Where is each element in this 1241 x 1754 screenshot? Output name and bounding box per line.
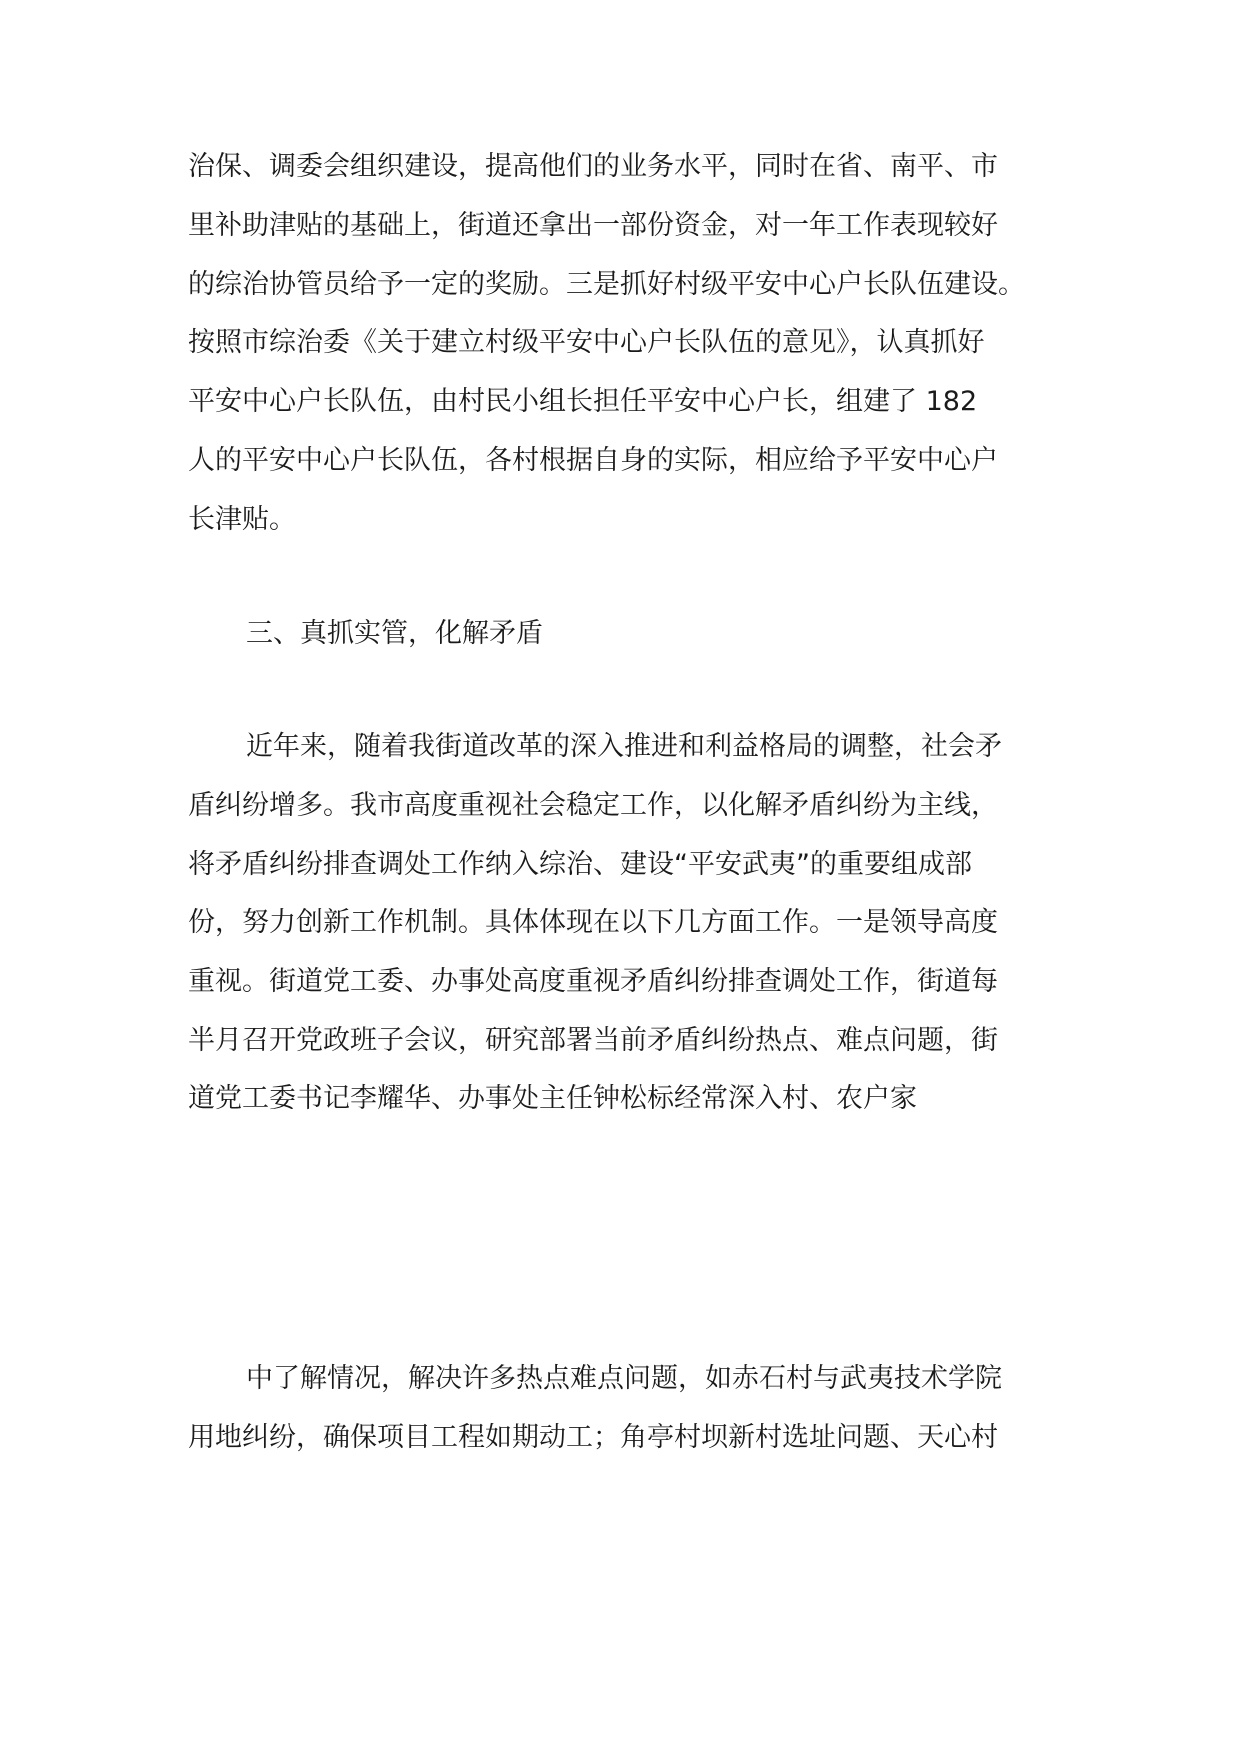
paragraph-line: 将矛盾纠纷排查调处工作纳入综治、建设“平安武夷”的重要组成部: [188, 849, 972, 880]
paragraph-line: 近年来，随着我街道改革的深入推进和利益格局的调整，社会矛: [246, 731, 1002, 762]
paragraph-line: 长津贴。: [188, 504, 296, 535]
section-heading: 三、真抓实管，化解矛盾: [246, 618, 543, 649]
paragraph-line: 中了解情况，解决许多热点难点问题，如赤石村与武夷技术学院: [246, 1363, 1002, 1394]
paragraph-line: 治保、调委会组织建设，提高他们的业务水平，同时在省、南平、市: [188, 151, 998, 182]
paragraph-line: 盾纠纷增多。我市高度重视社会稳定工作，以化解矛盾纠纷为主线，: [188, 790, 998, 821]
paragraph-line: 道党工委书记李耀华、办事处主任钟松标经常深入村、农户家: [188, 1083, 917, 1114]
paragraph-line: 平安中心户长队伍，由村民小组长担任平安中心户长，组建了 182: [188, 386, 978, 417]
paragraph-line: 人的平安中心户长队伍，各村根据自身的实际，相应给予平安中心户: [188, 445, 998, 476]
paragraph-line: 用地纠纷，确保项目工程如期动工；角亭村坝新村选址问题、天心村: [188, 1422, 998, 1453]
paragraph-line: 半月召开党政班子会议，研究部署当前矛盾纠纷热点、难点问题，街: [188, 1025, 998, 1056]
paragraph-line: 里补助津贴的基础上，街道还拿出一部份资金，对一年工作表现较好: [188, 210, 998, 241]
paragraph-line: 重视。街道党工委、办事处高度重视矛盾纠纷排查调处工作，街道每: [188, 966, 998, 997]
paragraph-line: 份，努力创新工作机制。具体体现在以下几方面工作。一是领导高度: [188, 907, 998, 938]
paragraph-line: 按照市综治委《关于建立村级平安中心户长队伍的意见》，认真抓好: [188, 327, 985, 358]
paragraph-line: 的综治协管员给予一定的奖励。三是抓好村级平安中心户长队伍建设。: [188, 269, 1025, 300]
